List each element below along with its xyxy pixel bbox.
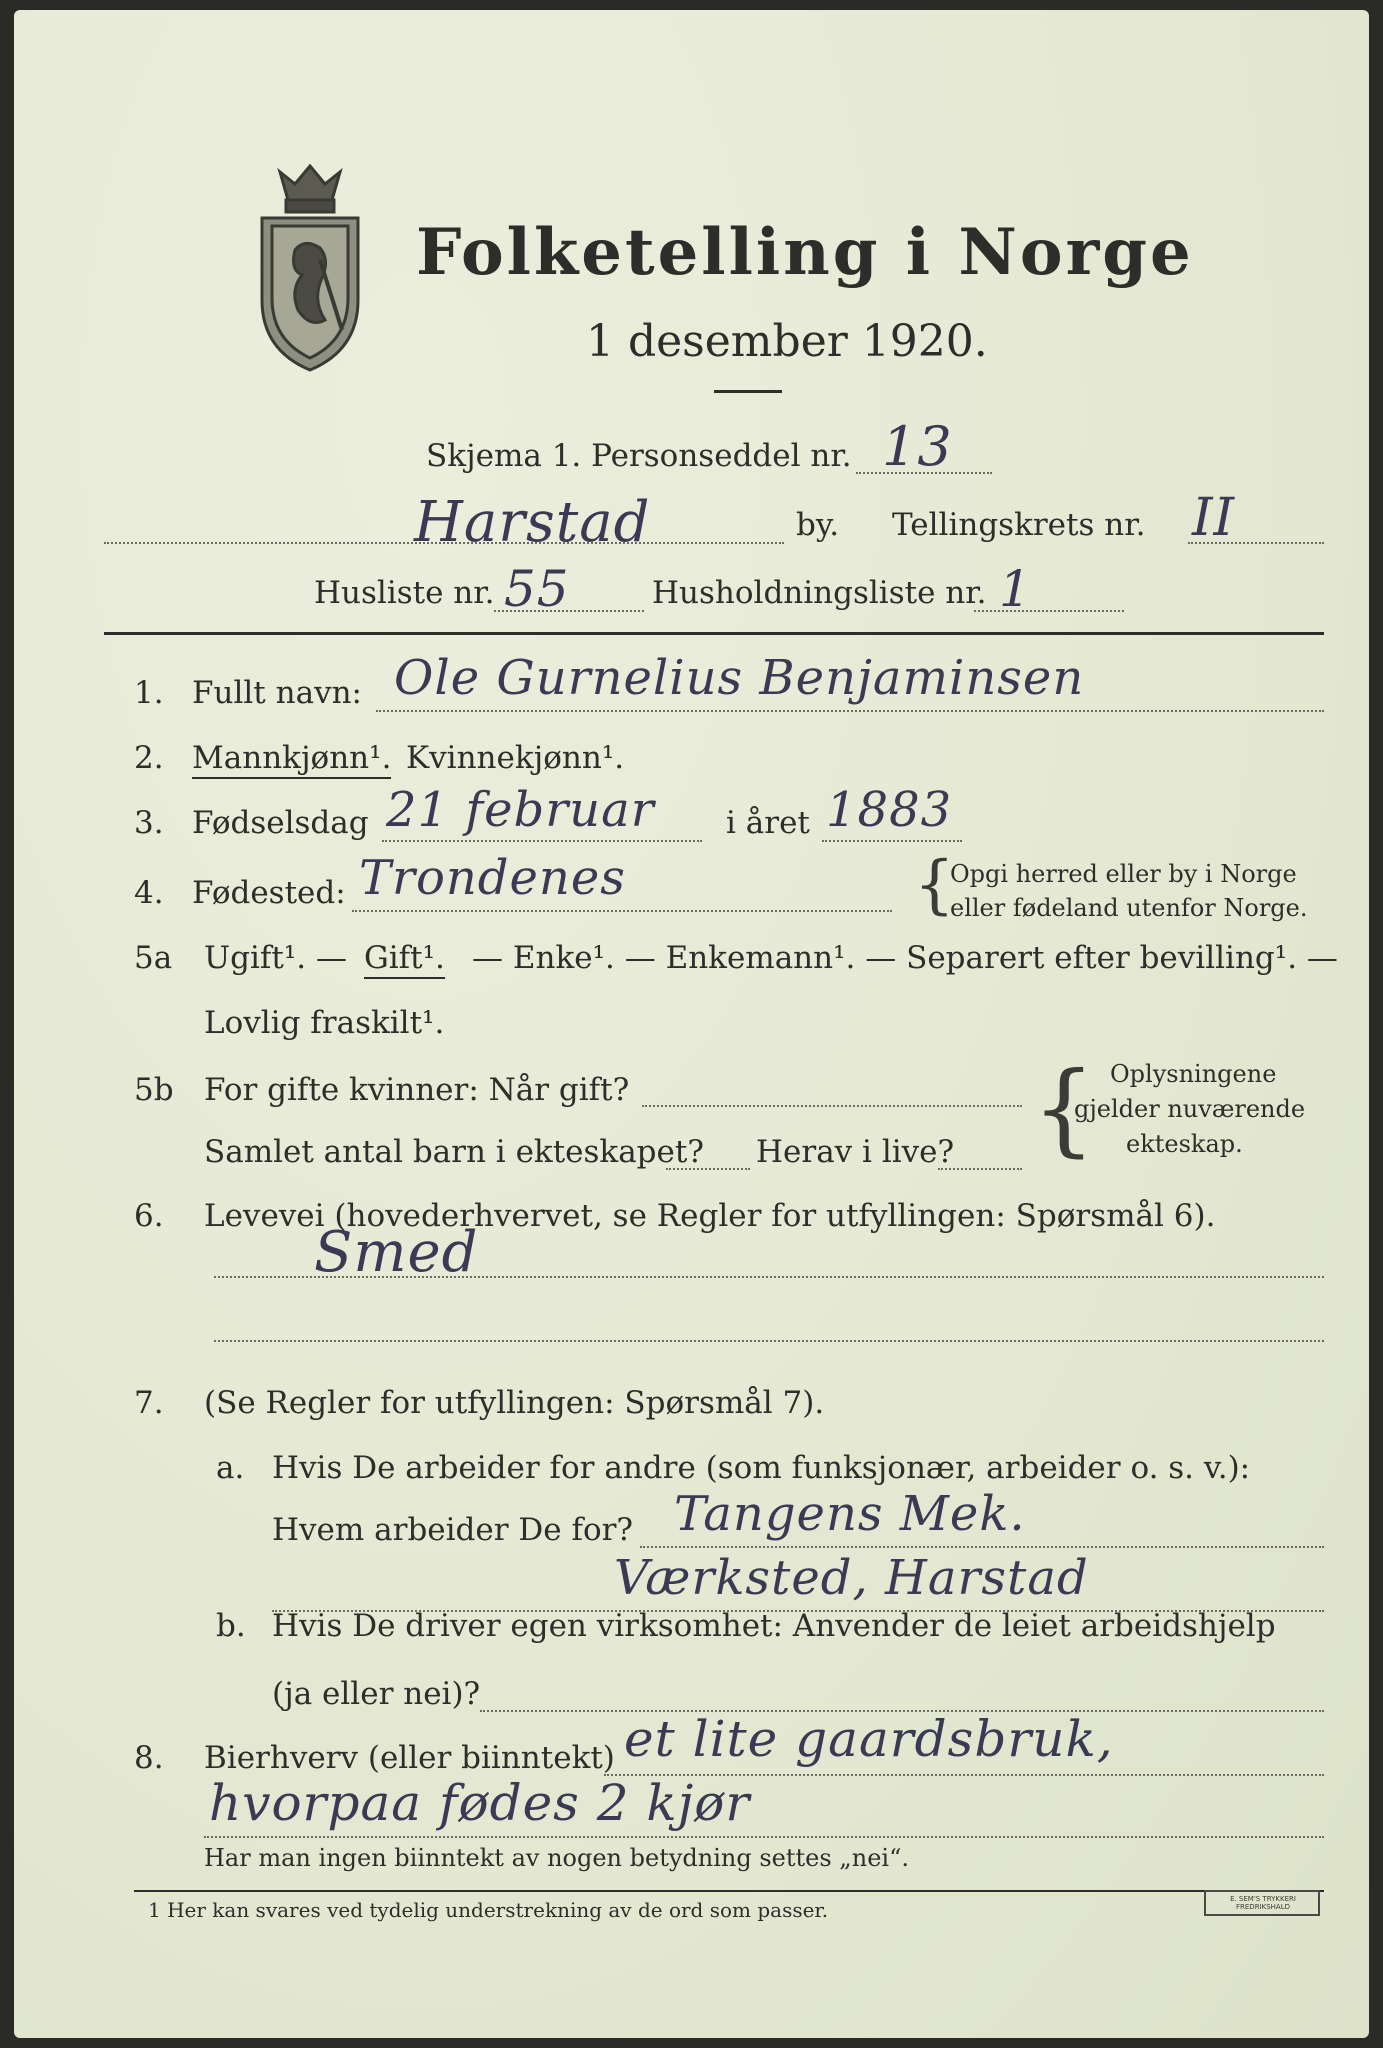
q7b-label2: (ja eller nei)? <box>272 1676 481 1712</box>
q6-line2 <box>214 1340 1324 1342</box>
footnote: 1 Her kan svares ved tydelig understrekning av de ord som passer. <box>148 1898 829 1922</box>
husliste-label: Husliste nr. <box>314 575 495 611</box>
birth-day: 21 februar <box>386 782 655 838</box>
by-label: by. <box>796 507 840 543</box>
gender-female: Kvinnekjønn¹. <box>406 740 625 776</box>
printer-stamp-text: E. SEM'S TRYKKERI FREDRIKSHALD <box>1230 1895 1296 1911</box>
q1-line <box>376 710 1324 712</box>
q1-label: Fullt navn: <box>192 675 362 711</box>
q5b-label-children: Samlet antal barn i ekteskapet? <box>204 1134 704 1170</box>
q5b-alive-line <box>938 1168 1022 1170</box>
q5a-ugift: Ugift¹. — <box>204 940 347 976</box>
q6-number: 6. <box>134 1198 164 1234</box>
employer-line2: Værksted, Harstad <box>614 1550 1089 1606</box>
q8-line2 <box>204 1836 1324 1838</box>
q4-note-line1: Opgi herred eller by i Norge <box>950 860 1297 888</box>
q7a-label1: Hvis De arbeider for andre (som funksjonær, arbeider o. s. v.): <box>272 1450 1251 1486</box>
side-income-line2: hvorpaa fødes 2 kjør <box>209 1774 751 1832</box>
q7-number: 7. <box>134 1385 164 1421</box>
q4-label: Fødested: <box>192 875 346 911</box>
q5b-brace: { <box>1032 1050 1096 1167</box>
tellingskrets-label: Tellingskrets nr. <box>892 507 1146 543</box>
header-rule <box>104 632 1324 635</box>
q3-label: Fødselsdag <box>192 805 369 841</box>
skjema-label: Skjema 1. Personseddel nr. <box>426 438 852 474</box>
q7b-letter: b. <box>216 1608 246 1644</box>
q5a-rest: — Enke¹. — Enkemann¹. — Separert efter bevilling¹. — <box>472 940 1338 976</box>
employer-line1: Tangens Mek. <box>674 1486 1026 1542</box>
full-name: Ole Gurnelius Benjaminsen <box>394 650 1085 706</box>
q5b-number: 5b <box>134 1072 174 1108</box>
occupation: Smed <box>314 1220 479 1285</box>
q3-number: 3. <box>134 805 164 841</box>
printer-stamp <box>1204 1890 1320 1916</box>
husholdningsliste-label: Husholdningsliste nr. <box>652 575 987 611</box>
q4-note-line2: eller fødeland utenfor Norge. <box>950 894 1308 922</box>
tellingskrets-number: II <box>1192 488 1236 548</box>
by-name: Harstad <box>414 490 651 555</box>
q8-number: 8. <box>134 1740 164 1776</box>
q5b-when-line <box>642 1105 1022 1107</box>
coat-of-arms-icon <box>250 160 370 375</box>
header-divider <box>714 390 782 393</box>
husliste-number: 55 <box>504 560 570 618</box>
side-income-line1: et lite gaardsbruk, <box>624 1710 1114 1768</box>
census-form-sheet <box>14 10 1369 2038</box>
q5b-label-when-married: For gifte kvinner: Når gift? <box>204 1072 630 1108</box>
husholdningsliste-line <box>974 610 1124 612</box>
q5b-label-alive: Herav i live? <box>756 1134 955 1170</box>
q5a-number: 5a <box>134 940 173 976</box>
q8-label: Bierhverv (eller biinntekt) <box>204 1740 615 1776</box>
footer-rule <box>134 1890 1324 1892</box>
q4-number: 4. <box>134 875 164 911</box>
birth-year: 1883 <box>826 782 953 838</box>
q5b-note-line3: ekteskap. <box>1126 1130 1243 1158</box>
q4-brace: { <box>914 848 955 922</box>
q3-year-line <box>822 840 962 842</box>
birthplace: Trondenes <box>359 850 626 906</box>
personseddel-number: 13 <box>882 415 953 478</box>
q5b-children-line <box>666 1168 750 1170</box>
q5b-note-line2: gjelder nuværende <box>1074 1095 1306 1123</box>
q7a-label2: Hvem arbeider De for? <box>272 1512 634 1548</box>
q4-line <box>352 910 892 912</box>
gender-male-underlined: Mannkjønn¹. <box>192 740 391 779</box>
q5a-gift-underlined: Gift¹. <box>364 940 445 979</box>
q5a-fraskilt: Lovlig fraskilt¹. <box>204 1005 445 1041</box>
q1-number: 1. <box>134 675 164 711</box>
q2-number: 2. <box>134 740 164 776</box>
q7b-label1: Hvis De driver egen virksomhet: Anvender de leiet arbeidshjelp <box>272 1608 1276 1644</box>
q3-day-line <box>382 840 702 842</box>
husholdningsliste-number: 1 <box>999 560 1032 618</box>
q7-label: (Se Regler for utfyllingen: Spørsmål 7). <box>204 1385 825 1421</box>
q8-note: Har man ingen biinntekt av nogen betydning settes „nei“. <box>204 1844 909 1872</box>
q7a-line1 <box>640 1546 1324 1548</box>
census-date: 1 desember 1920. <box>586 316 988 367</box>
q5b-note-line1: Oplysningene <box>1110 1060 1277 1088</box>
form-title: Folketelling i Norge <box>416 215 1194 290</box>
q3-year-label: i året <box>726 805 810 841</box>
q6-label: Levevei (hovederhvervet, se Regler for utfyllingen: Spørsmål 6). <box>204 1198 1216 1234</box>
q7a-letter: a. <box>216 1450 245 1486</box>
